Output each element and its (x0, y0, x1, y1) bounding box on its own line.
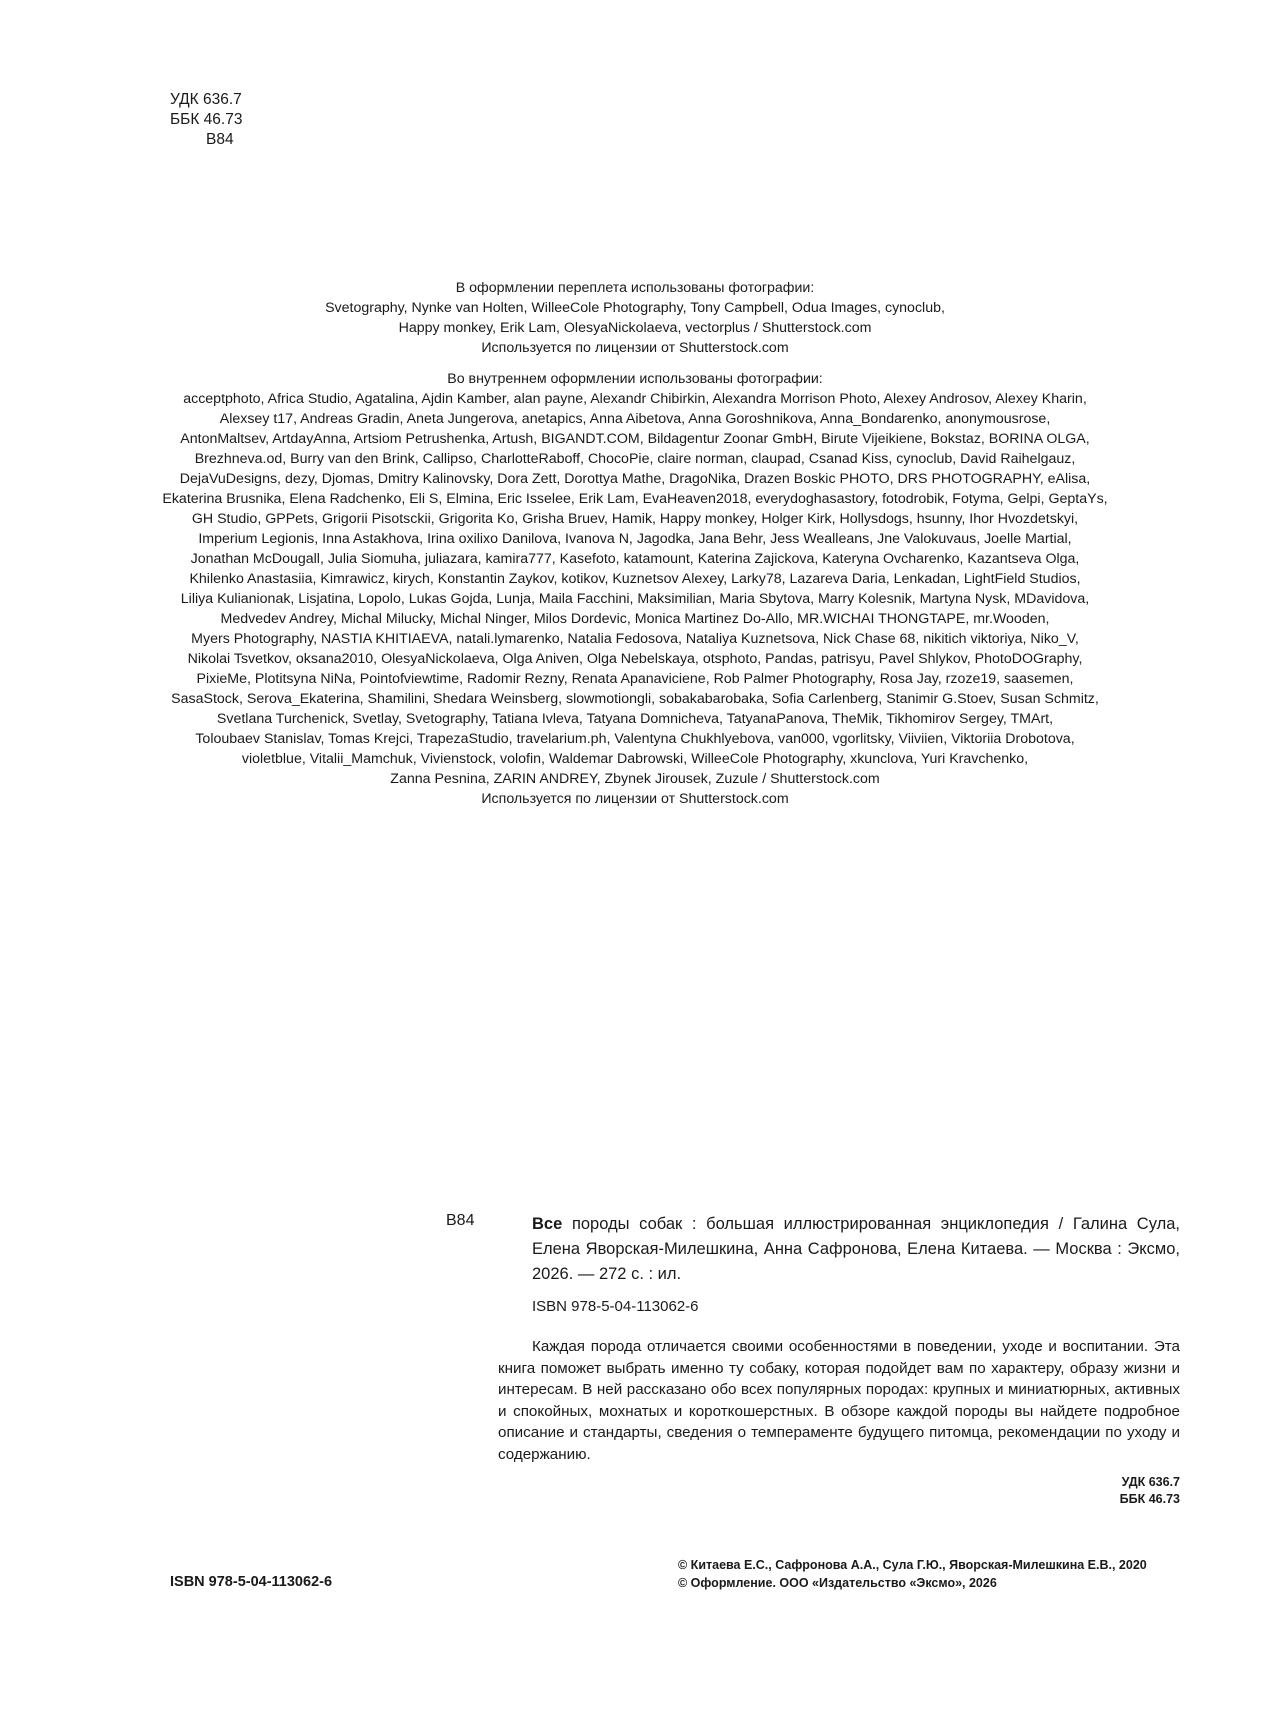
inner-credits-license: Используется по лицензии от Shutterstock.com (481, 791, 789, 807)
inner-credits-line: Myers Photography, NASTIA KHITIAEVA, natali.lymarenko, Natalia Fedosova, Nataliya Kuznetsova, Nick Chase 68, nikitich viktoriya, Niko_V, (191, 631, 1079, 647)
inner-credits-line: Medvedev Andrey, Michal Milucky, Michal Ninger, Milos Dordevic, Monica Martinez Do-Allo, MR.WICHAI THONGTAPE, mr.Wooden, (220, 611, 1050, 627)
copyright-block (678, 1556, 1147, 1592)
bibliographic-record (532, 1212, 1180, 1287)
inner-credits-line: Jonathan McDougall, Julia Siomuha, juliazara, kamira777, Kasefoto, katamount, Katerina Zajickova, Kateryna Ovcharenko, Kazantseva Olga, (190, 551, 1080, 567)
cover-photo-credits (150, 278, 1120, 358)
inner-credits-line: Khilenko Anastasiia, Kimrawicz, kirych, Konstantin Zaykov, kotikov, Kuznetsov Alexey, Larky78, Lazareva Daria, Lenkadan, LightField Studios, (189, 571, 1081, 587)
inner-credits-line: Liliya Kulianionak, Lisjatina, Lopolo, Lukas Gojda, Lunja, Maila Facchini, Maksimilian, Maria Sbytova, Marry Kolesnik, Martyna Nysk, MDavidova, (180, 591, 1090, 607)
annotation: Каждая порода отличается своими особенностями в поведении, уходе и воспитании. Эта книга поможет выбрать именно ту собаку, которая подойдет вам по характеру, образу жизни и интересам. В ней рассказано обо всех популярных породах: крупных и миниатюрных, активных и спокойных, мохнатых и короткошерстных. В обзоре каждой породы вы найдете подробное описание и стандарты, сведения о темпераменте будущего питомца, рекомендации по уходу и содержанию. (498, 1338, 1180, 1463)
inner-credits-line: Toloubaev Stanislav, Tomas Krejci, TrapezaStudio, travelarium.ph, Valentyna Chukhlyebova, van000, vgorlitsky, Viiviien, Viktoriia Drobotova, (195, 731, 1075, 747)
cover-credits-license: Используется по лицензии от Shutterstock.com (481, 340, 789, 356)
inner-credits-line: acceptphoto, Africa Studio, Agatalina, Ajdin Kamber, alan payne, Alexandr Chibirkin, Alexandra Morrison Photo, Alexey Androsov, Alexey Kharin, (183, 391, 1087, 407)
bbk-code-right: ББК 46.73 (1119, 1492, 1180, 1506)
bibliography-text: породы собак : большая иллюстрированная энциклопедия / Галина Сула, Елена Яворская-Милешкина, Анна Сафронова, Елена Китаева. — Москва : Эксмо, 2026. — 272 с. : ил. (532, 1215, 1180, 1283)
copyright-design: © Оформление. ООО «Издательство «Эксмо», 2026 (678, 1576, 997, 1590)
inner-credits-line: SasaStock, Serova_Ekaterina, Shamilini, Shedara Weinsberg, slowmotiongli, sobakabarobaka, Sofia Carlenberg, Stanimir G.Stoev, Susan Schmitz, (171, 691, 1099, 707)
udk-code-right: УДК 636.7 (1121, 1475, 1180, 1489)
inner-credits-line: Svetlana Turchenick, Svetlay, Svetography, Tatiana Ivleva, Tatyana Domnicheva, TatyanaPanova, TheMik, Tikhomirov Sergey, TMArt, (216, 711, 1054, 727)
classification-codes-right (1120, 1474, 1180, 1508)
cover-credits-line: Happy monkey, Erik Lam, OlesyaNickolaeva, vectorplus / Shutterstock.com (398, 320, 872, 336)
inner-credits-line: Alexsey t17, Andreas Gradin, Aneta Jungerova, anetapics, Anna Aibetova, Anna Goroshnikova, Anna_Bondarenko, anonymousrose, (219, 411, 1051, 427)
inner-credits-line: violetblue, Vitalii_Mamchuk, Vivienstock, volofin, Waldemar Dabrowski, WilleeCole Photography, xkunclova, Yuri Kravchenko, (241, 751, 1029, 767)
inner-credits-line: Zanna Pesnina, ZARIN ANDREY, Zbynek Jirousek, Zuzule / Shutterstock.com (390, 771, 880, 787)
inner-credits-line: Ekaterina Brusnika, Elena Radchenko, Eli S, Elmina, Eric Isselee, Erik Lam, EvaHeaven2018, everydoghasastory, fotodrobik, Fotyma, Gelpi, GeptaYs, (162, 491, 1108, 507)
bibliography-isbn: ISBN 978-5-04-113062-6 (532, 1298, 699, 1315)
inner-credits-line: Nikolai Tsvetkov, oksana2010, OlesyaNickolaeva, Olga Aniven, Olga Nebelskaya, otsphoto, Pandas, patrisyu, Pavel Shlykov, PhotoDOGraphy, (187, 651, 1083, 667)
isbn-bottom: ISBN 978-5-04-113062-6 (170, 1574, 333, 1590)
inner-credits-heading: Во внутреннем оформлении использованы фотографии: (447, 371, 823, 387)
classification-codes (170, 90, 242, 150)
bibliography-code: В84 (446, 1212, 475, 1229)
cover-credits-line: Svetography, Nynke van Holten, WilleeCole Photography, Tony Campbell, Odua Images, cynoclub, (325, 300, 945, 316)
udk-code: УДК 636.7 (170, 91, 242, 108)
inner-credits-line: DejaVuDesigns, dezy, Djomas, Dmitry Kalinovsky, Dora Zett, Dorottya Mathe, DragoNika, Drazen Boskic PHOTO, DRS PHOTOGRAPHY, eAlisa, (179, 471, 1091, 487)
inner-credits-line: Imperium Legionis, Inna Astakhova, Irina oxilixo Danilova, Ivanova N, Jagodka, Jana Behr, Jess Wealleans, Jne Valokuvaus, Joelle Martial, (198, 531, 1072, 547)
cover-credits-heading: В оформлении переплета использованы фотографии: (455, 280, 815, 296)
inner-credits-line: PixieMe, Plotitsyna NiNa, Pointofviewtime, Radomir Rezny, Renata Apanaviciene, Rob Palmer Photography, Rosa Jay, rzoze19, saasemen, (196, 671, 1074, 687)
bbk-code: ББК 46.73 (170, 111, 243, 128)
inner-credits-line: AntonMaltsev, ArtdayAnna, Artsiom Petrushenka, Artush, BIGANDT.COM, Bildagentur Zoonar GmbH, Birute Vijeikiene, Bokstaz, BORINA OLGA, (180, 431, 1090, 447)
inner-credits-line: GH Studio, GPPets, Grigorii Pisotsckii, Grigorita Ko, Grisha Bruev, Hamik, Happy monkey, Holger Kirk, Hollysdogs, hsunny, Ihor Hvozdetskyi, (191, 511, 1079, 527)
copyright-authors: © Китаева Е.С., Сафронова А.А., Сула Г.Ю., Яворская-Милешкина Е.В., 2020 (678, 1558, 1147, 1572)
inner-photo-credits (150, 369, 1120, 809)
author-sign: В84 (206, 131, 234, 148)
inner-credits-line: Brezhneva.od, Burry van den Brink, Callipso, CharlotteRaboff, ChocoPie, claire norman, claupad, Csanad Kiss, cynoclub, David Raihelgauz, (194, 451, 1076, 467)
bibliography-title-bold: Все (532, 1215, 563, 1233)
